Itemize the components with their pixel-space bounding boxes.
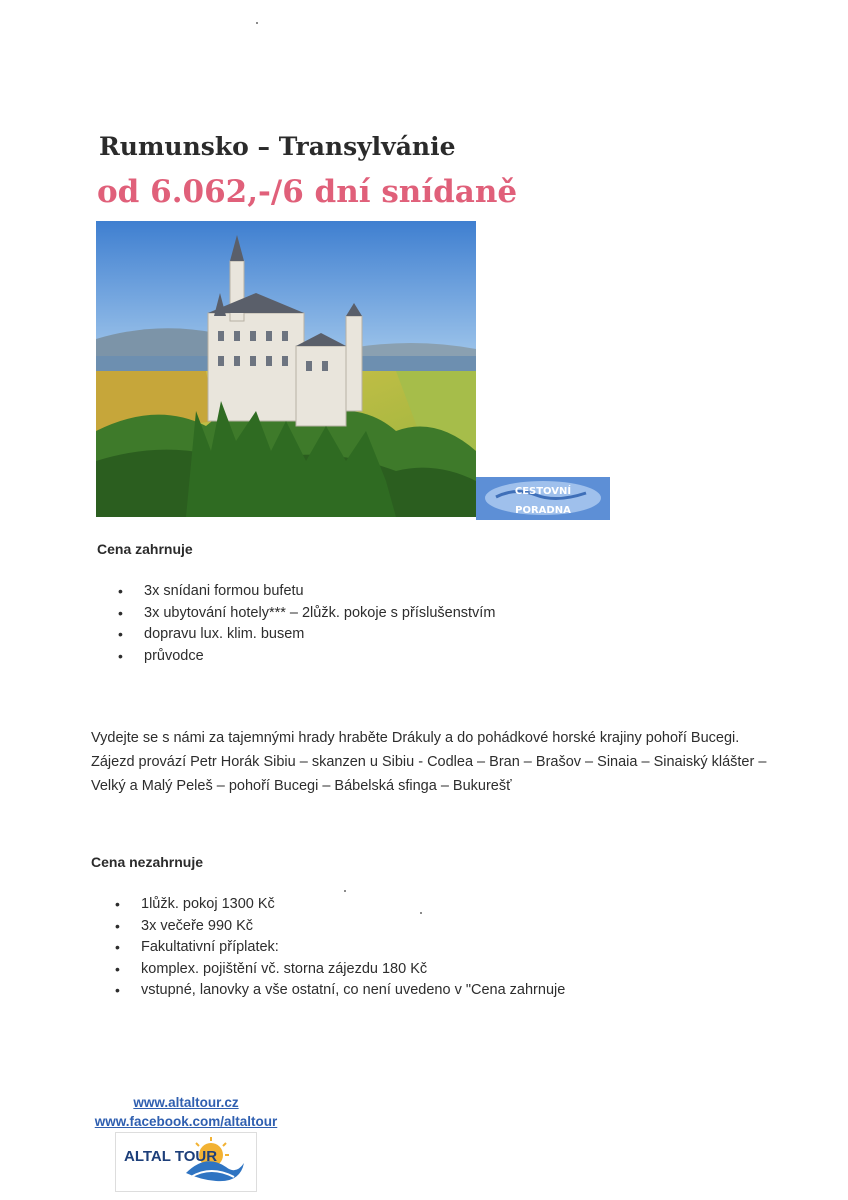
logo-text: ALTAL TOUR xyxy=(124,1148,218,1165)
castle-photo xyxy=(96,221,476,517)
footer-links xyxy=(88,1093,284,1131)
list-item: • 1lůžk. pokoj 1300 Kč xyxy=(115,894,565,916)
price-headline: od 6.062,-/6 dní snídaně xyxy=(97,174,518,210)
included-list xyxy=(118,581,495,667)
travel-agency-stamp xyxy=(476,477,610,520)
scan-speck xyxy=(256,22,258,24)
trip-description: Vydejte se s námi za tajemnými hrady hraběte Drákuly a do pohádkové horské krajiny pohoří Bucegi. Zájezd provází Petr Horák Sibiu – skanzen u Sibiu - Codlea – Bran – Brašov – Sinaia – Sinaiský klášter – Velký a Malý Peleš – pohoří Bucegi – Bábelská sfinga – Bukurešť xyxy=(91,730,767,794)
scan-speck xyxy=(344,890,346,892)
website-link[interactable]: www.altaltour.cz xyxy=(133,1095,239,1110)
included-heading: Cena zahrnuje xyxy=(97,541,193,557)
list-item: • Fakultativní příplatek: xyxy=(115,937,565,959)
list-item: • komplex. pojištění vč. storna zájezdu 180 Kč xyxy=(115,959,565,981)
stamp-top-text: CESTOVNÍ xyxy=(514,486,572,497)
stamp-bottom-text: PORADNA xyxy=(515,505,571,516)
list-item: • vstupné, lanovky a vše ostatní, co není uvedeno v "Cena zahrnuje xyxy=(115,980,565,1002)
page-title: Rumunsko – Transylvánie xyxy=(99,132,456,161)
list-item: • dopravu lux. klim. busem xyxy=(118,624,495,646)
not-included-list xyxy=(115,894,565,1002)
list-item: • průvodce xyxy=(118,646,495,668)
list-item: • 3x večeře 990 Kč xyxy=(115,916,565,938)
not-included-heading: Cena nezahrnuje xyxy=(91,854,204,870)
facebook-link[interactable]: www.facebook.com/altaltour xyxy=(94,1114,278,1129)
list-item: • 3x snídani formou bufetu xyxy=(118,581,495,603)
list-item: • 3x ubytování hotely*** – 2lůžk. pokoje s příslušenstvím xyxy=(118,603,495,625)
altal-tour-logo xyxy=(115,1132,257,1192)
